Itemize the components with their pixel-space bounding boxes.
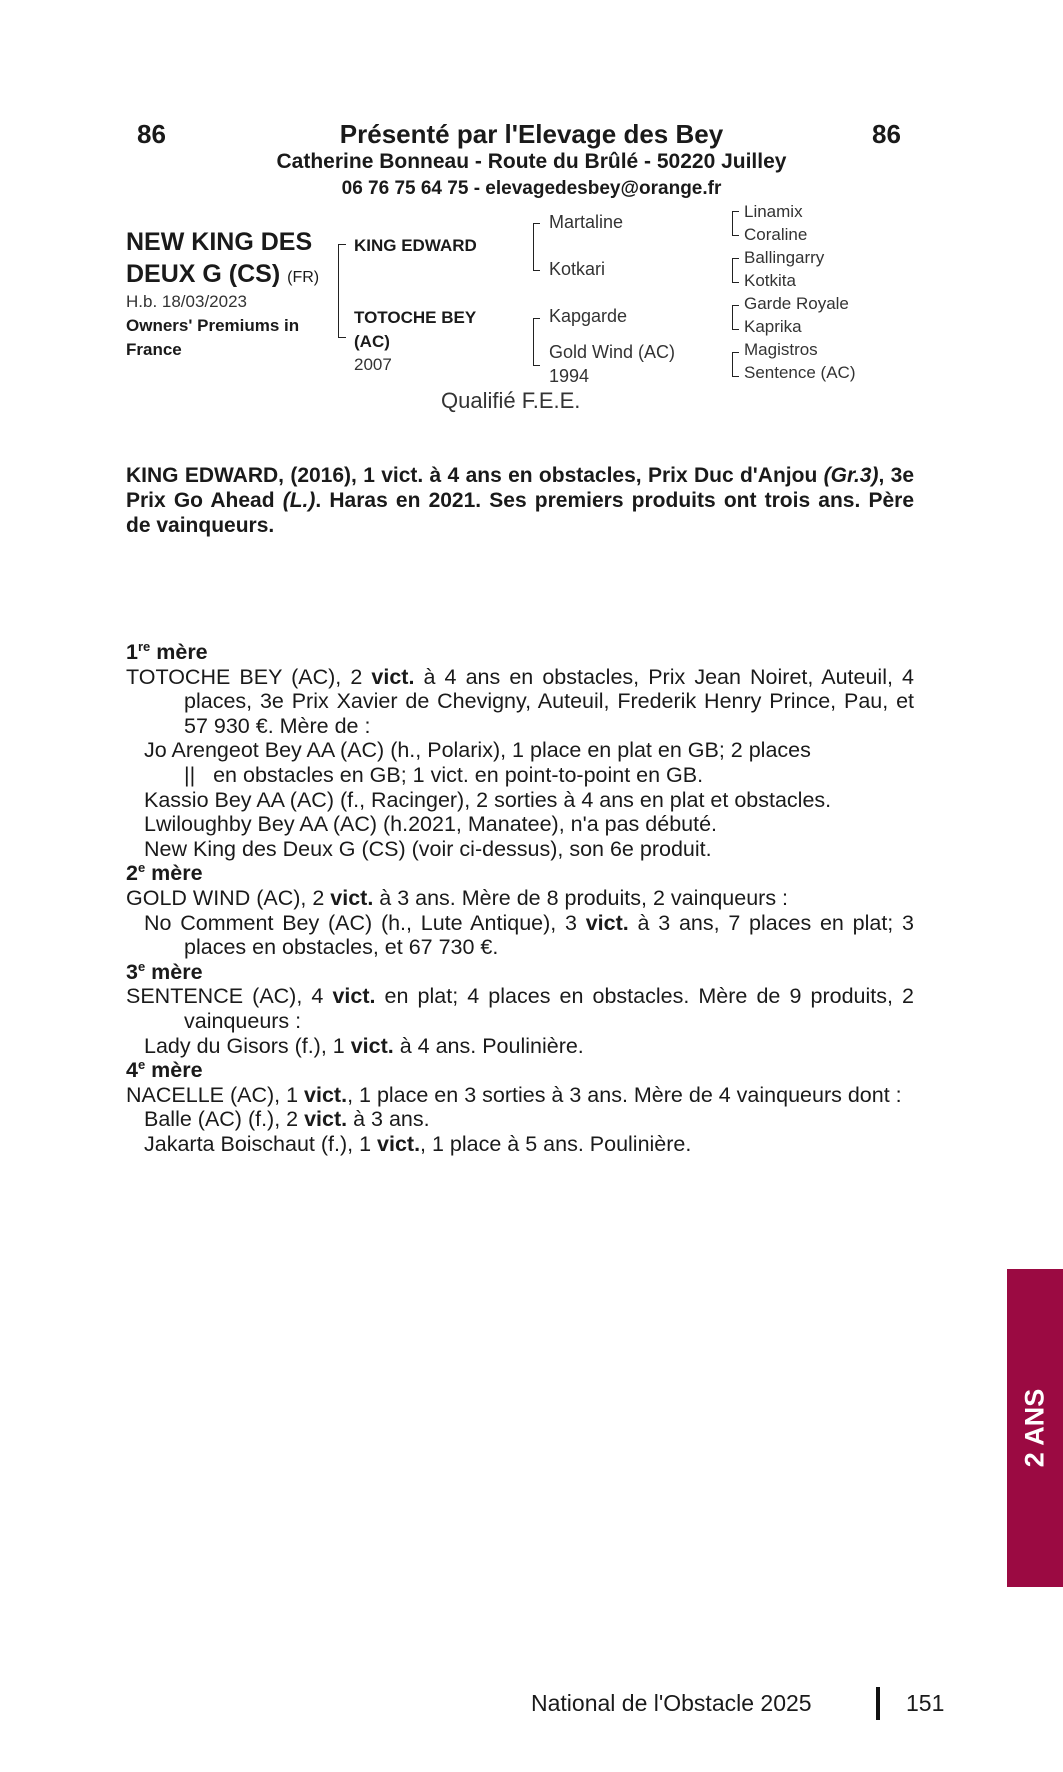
text-bold: vict.: [304, 1107, 348, 1132]
bracket-g4-3: [732, 305, 739, 330]
text: à 3 ans.: [347, 1107, 430, 1132]
dam-1-heading: [126, 640, 914, 665]
text-bold: vict.: [371, 664, 415, 689]
text-bold: vict.: [330, 885, 374, 910]
owners-premium-line1: Owners' Premiums in: [126, 316, 300, 335]
dam-name-line2: (AC): [354, 332, 390, 351]
sire-note-text: KING EDWARD, (2016), 1 vict. à 4 ans en obstacles, Prix Duc d'Anjou: [126, 464, 824, 487]
age-section-tab: [1007, 1269, 1063, 1587]
produce-item: [126, 1034, 914, 1059]
consignor-address: Catherine Bonneau - Route du Brûlé - 50220 Juilley: [276, 150, 787, 173]
text: en obstacles en GB; 1 vict. en point-to-point en GB.: [213, 762, 704, 787]
produce-item: Kassio Bey AA (AC) (f., Racinger), 2 sorties à 4 ans en plat et obstacles.: [144, 787, 832, 812]
horse-name-line2: DEUX G (CS): [126, 260, 281, 288]
gen4-item: Coraline: [744, 225, 808, 244]
text: Jo Arengeot Bey AA (AC) (h., Polarix), 1 place en plat en GB; 2 places: [144, 738, 811, 763]
produce-item: [126, 911, 914, 960]
text: ||: [184, 762, 196, 787]
heading-num: 4: [126, 1058, 138, 1083]
footer-page-number: 151: [906, 1690, 945, 1716]
heading-sup: e: [137, 860, 146, 876]
text: , 1 place à 5 ans. Poulinière.: [420, 1131, 692, 1156]
dam-dam-year: 1994: [549, 366, 590, 386]
bracket-g4-4: [732, 352, 739, 377]
horse-name-line1: NEW KING DES: [126, 228, 313, 256]
footer-divider: [876, 1687, 880, 1720]
age-section-label: 2 ANS: [1019, 1388, 1050, 1468]
bracket-sire: [533, 223, 540, 271]
heading-word: mère: [150, 640, 208, 664]
dam-sire: Kapgarde: [549, 306, 628, 326]
sire-sire: Martaline: [549, 212, 624, 232]
produce-item: [126, 1132, 914, 1157]
consignor-title: Présenté par l'Elevage des Bey: [339, 119, 724, 149]
text: Balle (AC) (f.), 2: [144, 1107, 305, 1132]
gen4-item: Linamix: [744, 202, 803, 221]
text-bold: vict.: [332, 984, 376, 1009]
gen4-item: Ballingarry: [744, 248, 825, 267]
footer-publication: National de l'Obstacle 2025: [531, 1690, 812, 1716]
lot-number-right: 86: [872, 119, 901, 149]
dam-3-text: [126, 984, 914, 1033]
sire-note: [126, 463, 914, 538]
dam-2-heading: [126, 861, 914, 886]
text-bold: vict.: [377, 1131, 421, 1156]
bracket-dam: [533, 318, 540, 366]
dam-4-text: [126, 1083, 914, 1108]
text: TOTOCHE BEY (AC), 2: [126, 664, 372, 689]
text: en plat; 4 places en obstacles. Mère de 9 produits, 2 vainqueurs :: [184, 984, 914, 1033]
heading-word: mère: [145, 861, 203, 886]
produce-item: [126, 738, 914, 787]
lot-number-left: 86: [137, 119, 166, 149]
produce-item: [126, 1107, 914, 1132]
heading-num: 2: [126, 861, 138, 886]
horse-info: H.b. 18/03/2023: [126, 292, 247, 311]
dam-name-line1: TOTOCHE BEY: [354, 308, 477, 327]
sire-note-text: . Haras en 2021. Ses premiers produits ont trois ans. Père de vainqueurs.: [126, 489, 914, 537]
bracket-g4-1: [732, 211, 739, 236]
dam-dam: Gold Wind (AC): [549, 342, 676, 362]
dam-1-text: [126, 665, 914, 739]
produce-item: Lwiloughby Bey AA (AC) (h.2021, Manatee), n'a pas débuté.: [144, 812, 718, 837]
horse-country: (FR): [287, 269, 320, 286]
family-section: [126, 640, 914, 1156]
heading-word: mère: [145, 959, 203, 984]
gen4-item: Kotkita: [744, 271, 796, 290]
heading-sup: e: [137, 958, 146, 974]
text: NACELLE (AC), 1: [126, 1082, 305, 1107]
dam-3-heading: [126, 960, 914, 985]
text-bold: vict.: [585, 910, 629, 935]
heading-sup: e: [137, 1056, 146, 1072]
dam-2-text: [126, 886, 914, 911]
owners-premium-line2: France: [126, 340, 182, 359]
gen4-item: Magistros: [744, 340, 818, 359]
text: Jakarta Boischaut (f.), 1: [144, 1131, 378, 1156]
sire-note-text: , 3e Prix Go Ahead: [126, 464, 915, 512]
sire-note-grade: (Gr.3): [823, 464, 879, 487]
sire-dam: Kotkari: [549, 259, 606, 279]
qualification: Qualifié F.E.E.: [441, 388, 581, 413]
horse-name: [126, 226, 336, 294]
text: à 3 ans. Mère de 8 produits, 2 vainqueurs :: [373, 885, 789, 910]
heading-num: 1: [126, 640, 138, 664]
text: GOLD WIND (AC), 2: [126, 885, 331, 910]
text: No Comment Bey (AC) (h., Lute Antique), 3: [144, 910, 586, 935]
dam-year: 2007: [354, 355, 392, 374]
text-bold: vict.: [350, 1033, 394, 1058]
text: Lady du Gisors (f.), 1: [144, 1033, 351, 1058]
sire-name: KING EDWARD: [354, 236, 477, 255]
bracket-gen1: [338, 244, 346, 338]
heading-word: mère: [145, 1058, 203, 1083]
gen4-item: Kaprika: [744, 317, 802, 336]
bracket-g4-2: [732, 258, 739, 283]
produce-item: New King des Deux G (CS) (voir ci-dessus), son 6e produit.: [144, 836, 712, 861]
text: , 1 place en 3 sorties à 3 ans. Mère de 4 vainqueurs dont :: [347, 1082, 902, 1107]
text: à 3 ans, 7 places en plat; 3 places en obstacles, et 67 730 €.: [184, 910, 914, 960]
sire-note-listed: (L.): [282, 489, 316, 512]
text-bold: vict.: [304, 1082, 348, 1107]
dam-name: [354, 306, 476, 354]
consignor-contact: 06 76 75 64 75 - elevagedesbey@orange.fr: [341, 178, 722, 199]
text: à 4 ans. Poulinière.: [393, 1033, 584, 1058]
heading-sup: re: [137, 638, 151, 654]
gen4-item: Garde Royale: [744, 294, 849, 313]
gen4-item: Sentence (AC): [744, 363, 856, 382]
owners-premium: [126, 314, 299, 362]
text: à 4 ans en obstacles, Prix Jean Noiret, Auteuil, 4 places, 3e Prix Xavier de Chevigny, Auteuil, Frederik Henry Prince, Pau, et 57 930 €. Mère de :: [184, 664, 914, 738]
text: SENTENCE (AC), 4: [126, 984, 333, 1009]
dam-4-heading: [126, 1058, 914, 1083]
heading-num: 3: [126, 959, 138, 984]
gen4-list: [744, 200, 856, 384]
